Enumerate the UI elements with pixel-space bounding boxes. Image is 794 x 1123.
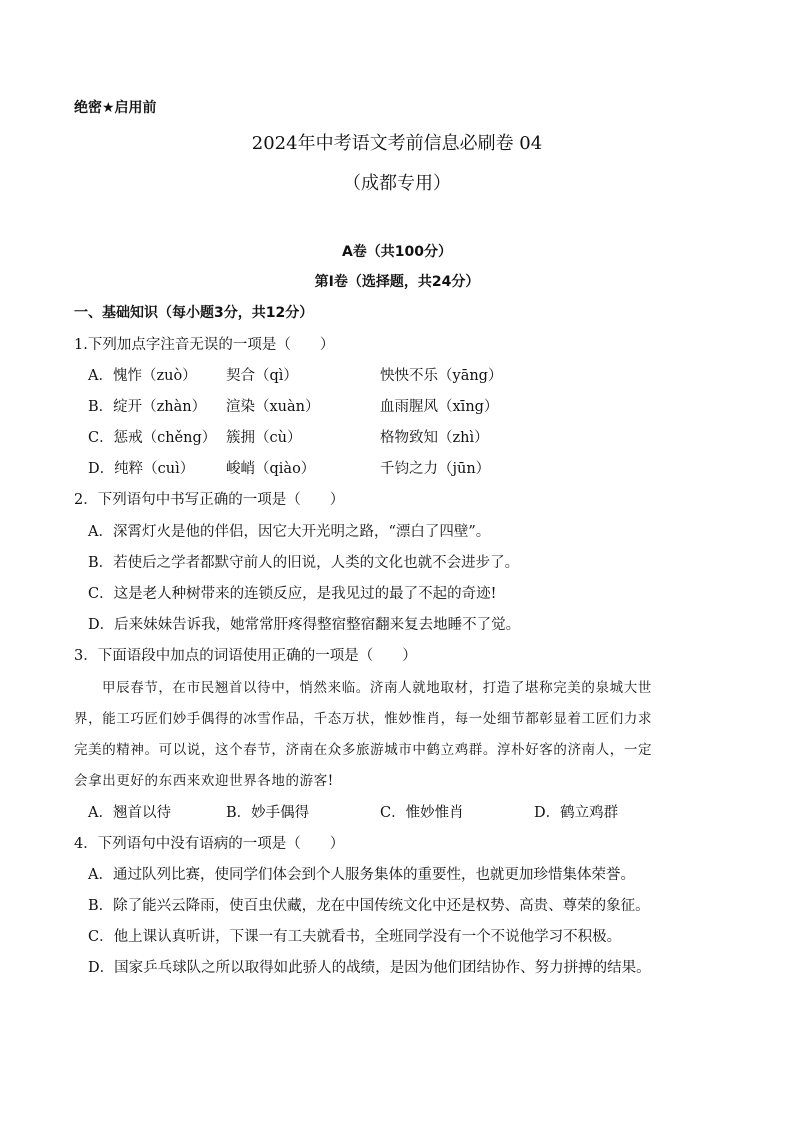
q3-passage-line-1: 甲辰春节，在市民翘首以待中，悄然来临。济南人就地取材，打造了堪称完美的泉城大世 [102,680,652,696]
q2-option-a: A．深霄灯火是他的伴侣，因它大开光明之路，“漂白了四壁”。 [88,524,491,540]
q1-option-c-word3: 格物致知（zhì） [380,430,489,446]
q1-option-b-word1: B．绽开（zhàn） [88,399,207,415]
q1-option-c-word2: 簇拥（cù） [226,430,302,446]
q1-option-b-word2: 渲染（xuàn） [226,399,320,415]
q2-stem: 2．下列语句中书写正确的一项是（ ） [74,492,345,508]
q3-option-d: D．鹤立鸡群 [534,805,619,821]
q1-option-d-word1: D．纯粹（cuì） [88,461,195,477]
q3-stem: 3．下面语段中加点的词语使用正确的一项是（ ） [74,648,417,664]
q1-option-c-word1: C．惩戒（chěng） [88,430,217,446]
secret-mark: 绝密★启用前 [74,100,157,116]
volume-a-heading: A卷（共100分） [341,244,453,260]
q3-option-b: B．妙手偶得 [226,805,310,821]
q2-option-c: C．这是老人种树带来的连锁反应，是我见过的最了不起的奇迹! [88,586,497,602]
section-one-heading: 一、基础知识（每小题3分，共12分） [74,305,314,321]
q1-option-d-word2: 峻峭（qiào） [226,461,316,477]
q4-option-a: A．通过队列比赛，使同学们体会到个人服务集体的重要性，也就更加珍惜集体荣誉。 [88,867,635,883]
q4-option-b: B．除了能兴云降雨，使百虫伏藏，龙在中国传统文化中还是权势、高贵、尊荣的象征。 [88,898,650,914]
q1-option-a-word2: 契合（qì） [226,368,298,384]
q4-stem: 4．下列语句中没有语病的一项是（ ） [74,836,345,852]
q2-option-d: D．后来妹妹告诉我，她常常肝疼得整宿整宿翻来复去地睡不了觉。 [88,617,521,633]
q3-option-a: A．翘首以待 [88,805,171,821]
q4-option-c: C．他上课认真听讲，下课一有工夫就看书，全班同学没有一个不说他学习不积极。 [88,929,622,945]
paper-subtitle: （成都专用） [343,173,451,194]
q2-option-b: B．若使后之学者都默守前人的旧说，人类的文化也就不会进步了。 [88,555,520,571]
q4-option-d: D．国家乒乓球队之所以取得如此骄人的战绩，是因为他们团结协作、努力拼搏的结果。 [88,960,651,976]
q1-option-d-word3: 千钧之力（jūn） [380,461,491,477]
q1-option-b-word3: 血雨腥风（xīng） [380,399,499,415]
q1-option-a-word3: 怏怏不乐（yāng） [380,368,503,384]
q3-passage-line-2: 界，能工巧匠们妙手偶得的冰雪作品，千态万状，惟妙惟肖，每一处细节都彰显着工匠们力求 [74,711,653,727]
q3-option-c: C．惟妙惟肖 [380,805,464,821]
paper-title: 2024年中考语文考前信息必刷卷 04 [251,133,543,154]
q1-option-a-word1: A．愧怍（zuò） [88,368,197,384]
q1-stem: 1.下列加点字注音无误的一项是（ ） [74,337,335,353]
q3-passage-line-3: 完美的精神。可以说，这个春节，济南在众多旅游城市中鹤立鸡群。淳朴好客的济南人，一定 [74,742,653,758]
part-one-heading: 第Ⅰ卷（选择题，共24分） [314,274,480,290]
q3-passage-line-4: 会拿出更好的东西来欢迎世界各地的游客! [74,773,334,789]
